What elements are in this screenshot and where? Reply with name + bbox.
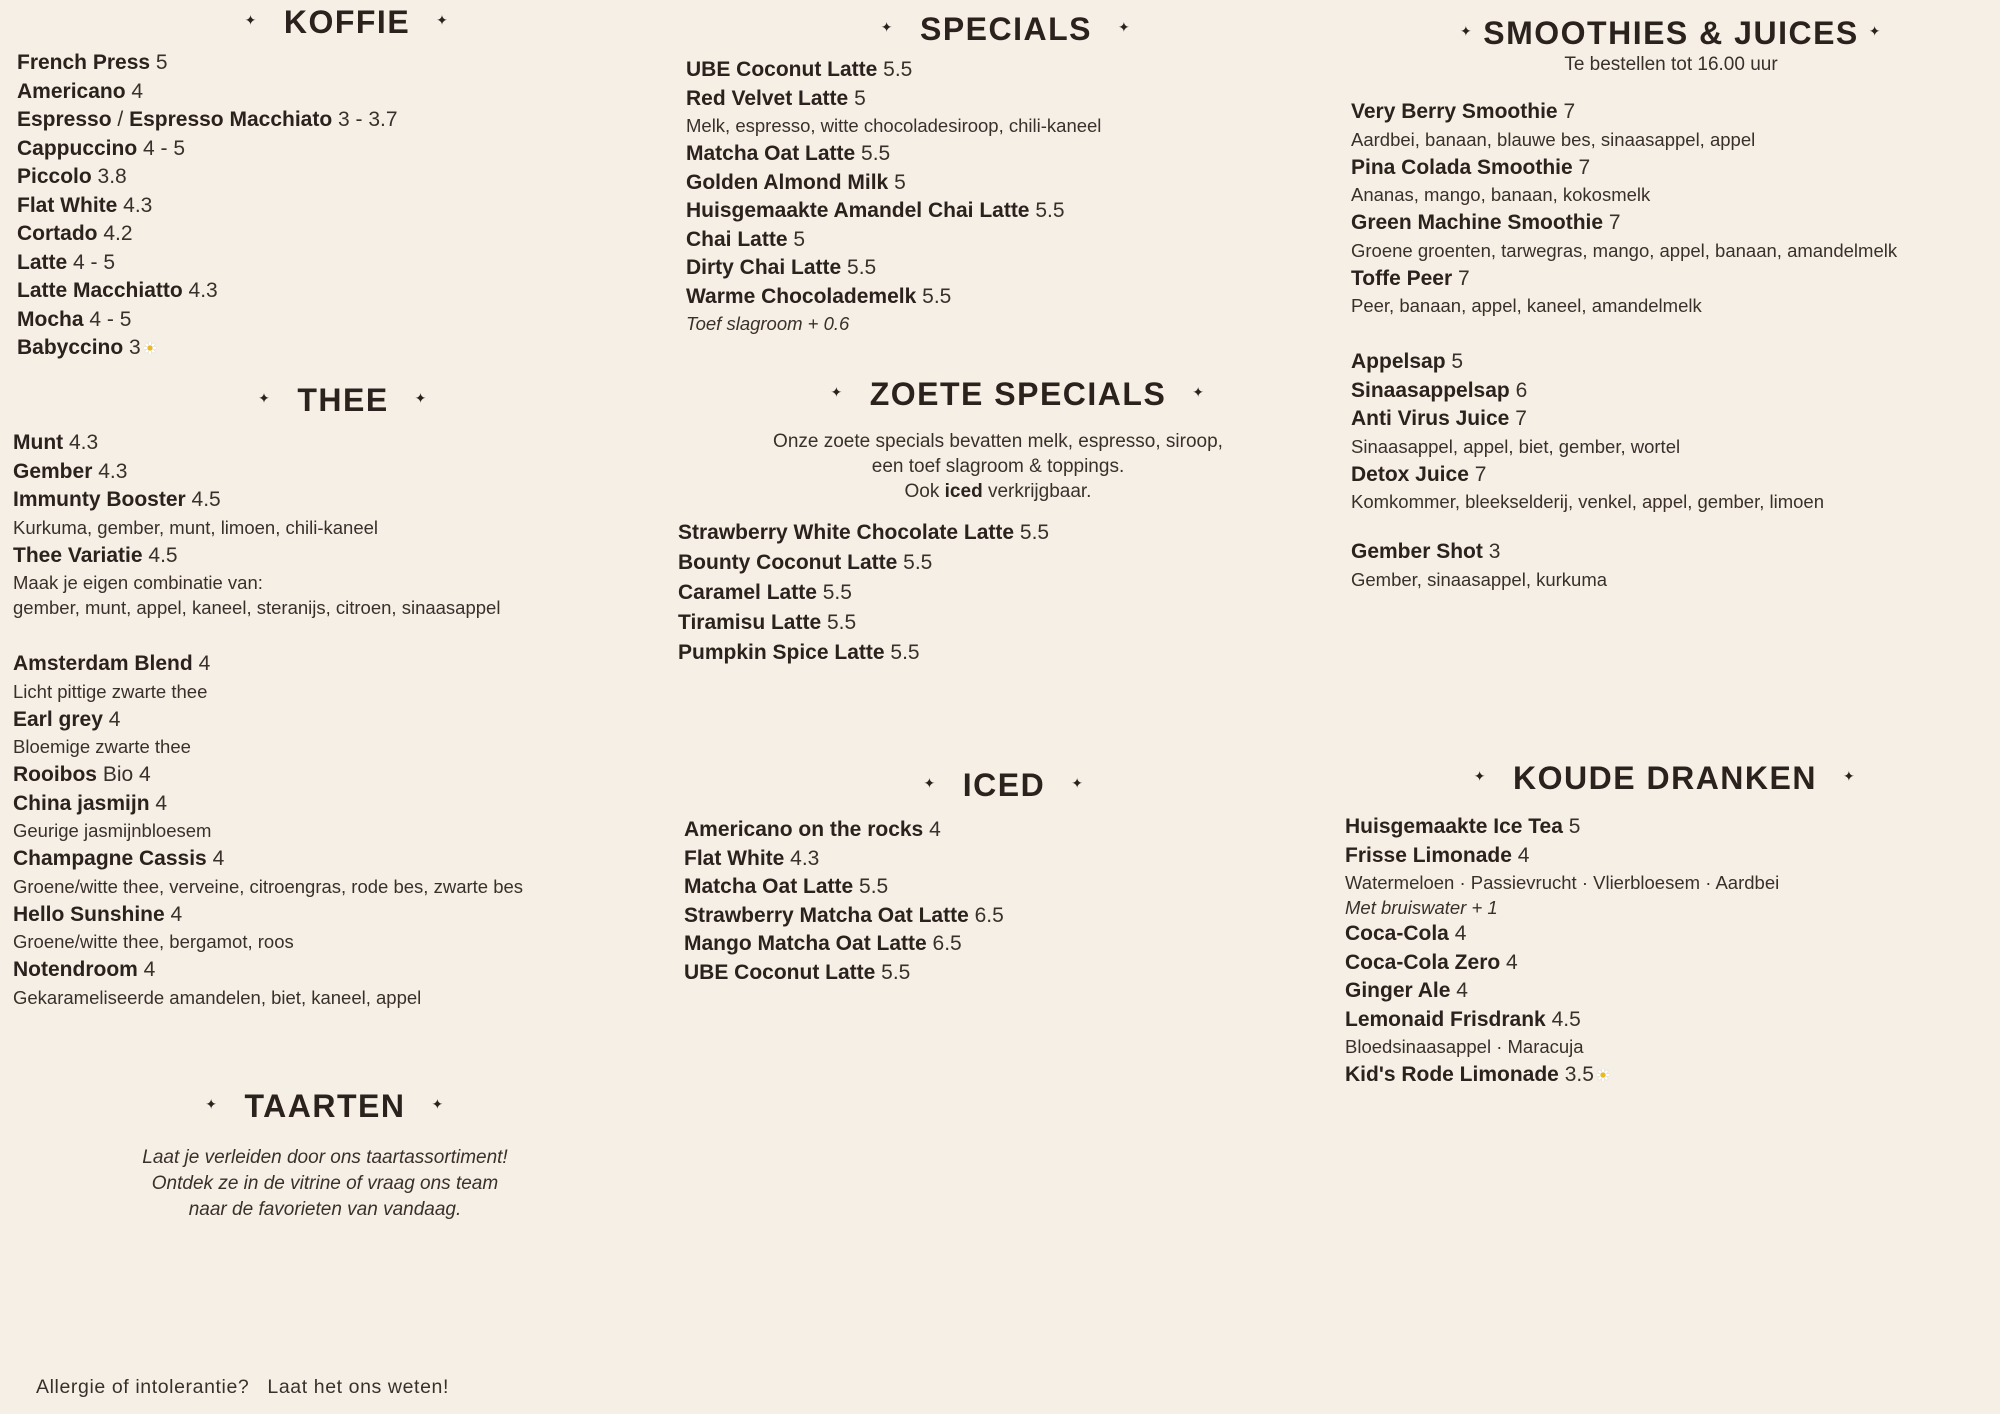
item-description: Gember, sinaasappel, kurkuma [1351,568,1608,590]
section-koffie [17,4,677,363]
section-koude-dranken [1345,760,1985,1090]
menu-item: China jasmijn 4 [13,791,168,815]
item-description: Groene/witte thee, verveine, citroengras, rode bes, zwarte bes [13,875,524,897]
item-description: Watermeloen · Passievrucht · Vlierbloesem · Aardbei [1345,872,1780,893]
menu-item: UBE Coconut Latte 5.5 [686,58,913,81]
sparkle-icon: ✦ [1118,19,1132,35]
item-description: Melk, espresso, witte chocoladesiroop, chili-kaneel [686,115,1102,136]
zoete-specials-heading: ✦ ZOETE SPECIALS ✦ [830,376,1206,412]
menu-item: Thee Variatie 4.5 [13,543,178,567]
section-iced [684,767,1324,987]
menu-item: Munt 4.3 [13,431,99,454]
sparkle-icon: ✦ [1868,23,1882,39]
section-taarten [20,1088,630,1223]
menu-item: Mocha 4 - 5 [17,307,132,331]
menu-item: Toffe Peer 7 [1351,266,1470,290]
item-description: Komkommer, bleekselderij, venkel, appel, gember, limoen [1351,491,1825,512]
item-description: Aardbei, banaan, blauwe bes, sinaasappel, appel [1351,128,1756,150]
koude-dranken-heading: ✦ KOUDE DRANKEN ✦ [1473,760,1857,796]
menu-item: Cappuccino 4 - 5 [17,136,186,160]
menu-item: Gember Shot 3 [1351,540,1501,563]
specials-heading: ✦ SPECIALS ✦ [880,11,1132,47]
menu-item: Huisgemaakte Amandel Chai Latte 5.5 [686,199,1065,222]
menu-item: Strawberry Matcha Oat Latte 6.5 [684,903,1004,927]
menu-item: Very Berry Smoothie 7 [1351,100,1576,123]
menu-item: Coca-Cola 4 [1345,922,1467,945]
item-description: Maak je eigen combinatie van: [13,572,263,593]
item-note: Met bruiswater + 1 [1345,897,1498,918]
menu-item: Golden Almond Milk 5 [686,170,906,194]
section-thee [13,382,673,1012]
smoothies-heading: ✦ SMOOTHIES & JUICES ✦ [1460,15,1882,51]
sparkle-icon: ✦ [1460,23,1474,39]
item-description: Peer, banaan, appel, kaneel, amandelmelk [1351,295,1702,316]
menu-item: French Press 5 [17,51,168,74]
sparkle-icon: ✦ [1842,768,1857,784]
sparkle-icon: ✦ [431,1096,445,1112]
menu-item: Latte Macchiatto 4.3 [17,279,218,302]
menu-item: Anti Virus Juice 7 [1351,407,1527,430]
menu-item: Frisse Limonade 4 [1345,843,1530,867]
menu-item: Americano on the rocks 4 [684,818,941,841]
menu-item: Matcha Oat Latte 5.5 [686,142,891,165]
zoete-specials-intro: Onze zoete specials bevatten melk, espresso, siroop, een toef slagroom & toppings. Ook iced verkrijgbaar. [773,431,1223,502]
menu-item: UBE Coconut Latte 5.5 [684,960,911,984]
menu-item: Pumpkin Spice Latte 5.5 [678,641,920,664]
specials-note: Toef slagroom + 0.6 [686,313,850,334]
menu-item: Strawberry White Chocolate Latte 5.5 [678,521,1050,544]
sparkle-icon: ✦ [205,1096,219,1112]
menu-item: Huisgemaakte Ice Tea 5 [1345,815,1581,838]
sparkle-icon: ✦ [1473,768,1488,784]
menu-item: Pina Colada Smoothie 7 [1351,155,1591,179]
menu-item: Mango Matcha Oat Latte 6.5 [684,932,962,955]
menu-item: Detox Juice 7 [1351,462,1487,486]
section-specials [686,11,1326,336]
item-description: Kurkuma, gember, munt, limoen, chili-kaneel [13,516,379,538]
menu-item: Babyccino 3 [17,334,677,363]
menu-item: Rooibos Bio 4 [13,763,151,786]
taarten-heading: ✦ TAARTEN ✦ [205,1088,445,1124]
menu-item: Flat White 4.3 [684,846,820,870]
item-description: Ananas, mango, banaan, kokosmelk [1351,184,1651,205]
menu-item: Piccolo 3.8 [17,165,127,188]
smoothies-subtitle: Te bestellen tot 16.00 uur [1564,54,1778,75]
sparkle-icon: ✦ [244,12,258,28]
sparkle-icon: ✦ [1071,775,1085,791]
menu-item: Americano 4 [17,79,144,103]
menu-item: Earl grey 4 [13,707,121,731]
menu-item: Matcha Oat Latte 5.5 [684,875,889,898]
menu-item: Amsterdam Blend 4 [13,652,211,675]
taarten-text: Laat je verleiden door ons taartassortiment! Ontdek ze in de vitrine of vraag ons team naar de favorieten van vandaag. [142,1147,508,1220]
sparkle-icon: ✦ [436,12,450,28]
item-description: Bloedsinaasappel · Maracuja [1345,1036,1584,1057]
item-description: Geurige jasmijnbloesem [13,820,212,841]
menu-item: Ginger Ale 4 [1345,979,1468,1002]
iced-heading: ✦ ICED ✦ [923,767,1085,803]
thee-heading: ✦ THEE ✦ [258,382,428,418]
menu-item: Gember 4.3 [13,459,128,483]
menu-item: Lemonaid Frisdrank 4.5 [1345,1007,1581,1031]
menu-item: Sinaasappelsap 6 [1351,378,1528,402]
allergy-footer: Allergie of intolerantie? Laat het ons weten! [36,1376,449,1398]
menu-item: Caramel Latte 5.5 [678,581,852,604]
menu-item: Tiramisu Latte 5.5 [678,611,857,634]
menu-item: Espresso / Espresso Macchiato 3 - 3.7 [17,108,398,131]
menu-item: Green Machine Smoothie 7 [1351,211,1621,234]
sparkle-icon: ✦ [830,384,844,400]
menu-item: Hello Sunshine 4 [13,902,183,926]
menu-item: Bounty Coconut Latte 5.5 [678,551,933,574]
item-description: Bloemige zwarte thee [13,736,191,757]
sparkle-icon: ✦ [880,19,894,35]
item-description: Sinaasappel, appel, biet, gember, wortel [1351,435,1681,457]
menu-item: Chai Latte 5 [686,227,806,251]
menu-item: Red Velvet Latte 5 [686,86,866,110]
menu-item: Notendroom 4 [13,958,156,981]
menu-item: Dirty Chai Latte 5.5 [686,256,877,279]
sparkle-icon: ✦ [923,775,937,791]
menu-item: Flat White 4.3 [17,193,153,217]
section-smoothies-juices [1351,15,1991,594]
menu-item: Latte 4 - 5 [17,250,116,274]
item-description: Licht pittige zwarte thee [13,680,208,702]
daisy-icon [1596,1068,1610,1082]
item-description: Groene/witte thee, bergamot, roos [13,931,294,952]
sparkle-icon: ✦ [414,390,428,406]
item-description: Groene groenten, tarwegras, mango, appel, banaan, amandelmelk [1351,239,1898,261]
menu-item: Appelsap 5 [1351,350,1464,373]
sparkle-icon: ✦ [1192,384,1206,400]
menu-item: Immunty Booster 4.5 [13,488,221,511]
koffie-heading: ✦ KOFFIE ✦ [244,4,450,40]
menu-item: Warme Chocolademelk 5.5 [686,284,952,308]
menu-item: Kid's Rode Limonade 3.5 [1345,1061,1985,1090]
menu-item: Champagne Cassis 4 [13,847,225,870]
section-zoete-specials [678,376,1318,668]
menu-item: Cortado 4.2 [17,222,133,245]
daisy-icon [143,341,157,355]
menu-item: Coca-Cola Zero 4 [1345,950,1518,974]
item-description: Gekarameliseerde amandelen, biet, kaneel, appel [13,986,422,1008]
item-description: gember, munt, appel, kaneel, steranijs, citroen, sinaasappel [13,597,501,618]
sparkle-icon: ✦ [258,390,272,406]
